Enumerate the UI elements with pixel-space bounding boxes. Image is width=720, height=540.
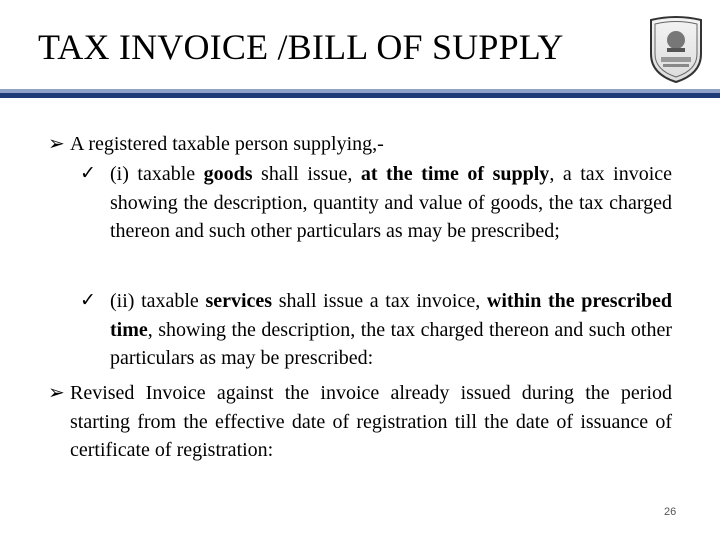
bullet-text: Revised Invoice against the invoice already issued during the period starting from the effective date of registration till the date of issuance of certificate of registration: [70, 382, 672, 462]
bullet-text: (ii) taxable services shall issue a tax invoice, within the prescribed time, showing the description, the tax charged thereon and such other particulars as may be prescribed: [110, 290, 673, 370]
bullet-text: (i) taxable goods shall issue, at the time of supply, a tax invoice showing the description, quantity and value of goods, the tax charged thereon and such other particulars as may be prescribed; [110, 163, 673, 243]
emblem-icon [647, 14, 705, 84]
arrow-bullet-icon: ➢ [48, 133, 65, 155]
page-number: 26 [664, 506, 677, 518]
header-rule-dark [0, 93, 720, 98]
check-bullet-icon: ✓ [80, 290, 96, 311]
arrow-bullet-icon: ➢ [48, 382, 65, 404]
page-title: TAX INVOICE /BILL OF SUPPLY [38, 27, 564, 67]
bullet-text: A registered taxable person supplying,- [70, 133, 384, 155]
check-bullet-icon: ✓ [80, 163, 96, 184]
